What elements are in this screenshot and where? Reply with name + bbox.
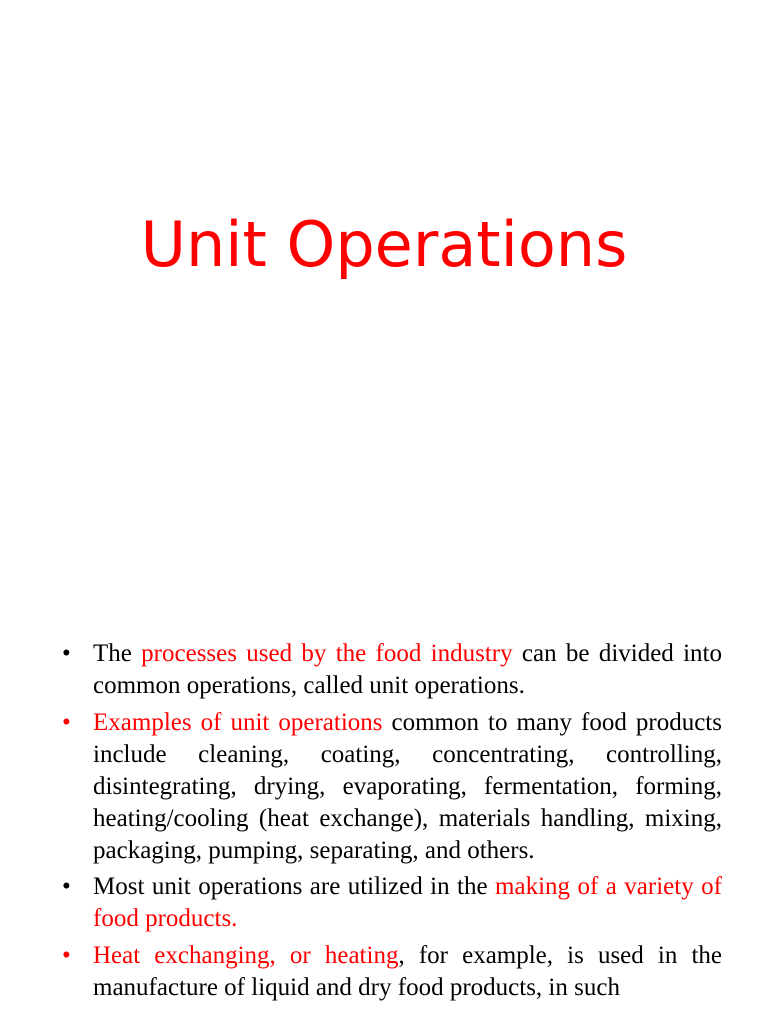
bullet-item xyxy=(62,707,722,867)
bullet-text-segment: , for example, is used in the manufacture of liquid and dry food products, in such xyxy=(93,941,722,1001)
bullet-item xyxy=(62,940,722,1004)
highlighted-phrase: making of a variety of food products. xyxy=(93,873,722,932)
bullet-item xyxy=(62,638,722,702)
highlighted-phrase: Examples of unit operations xyxy=(93,708,383,736)
bullet-list xyxy=(62,638,722,1008)
bullet-text-segment: common to many food products include cleaning, coating, concentrating, controlling, disintegrating, drying, evaporating, fermentation, forming, heating/cooling (heat exchange), materials handling, mixing, packaging, pumping, separating, and others. xyxy=(93,708,722,864)
slide-title: Unit Operations xyxy=(140,208,628,281)
highlighted-phrase: processes used by the food industry xyxy=(141,640,513,667)
bullet-marker: • xyxy=(62,708,71,736)
bullet-text-segment: The xyxy=(93,640,142,667)
bullet-marker: • xyxy=(62,640,71,667)
bullet-marker: • xyxy=(62,941,71,969)
bullet-text-segment: can be divided into common operations, called unit operations. xyxy=(93,640,722,699)
bullet-item xyxy=(62,871,722,935)
bullet-marker: • xyxy=(62,873,71,900)
bullet-text-segment: Most unit operations are utilized in the xyxy=(93,873,496,900)
highlighted-phrase: Heat exchanging, or heating xyxy=(93,941,399,969)
